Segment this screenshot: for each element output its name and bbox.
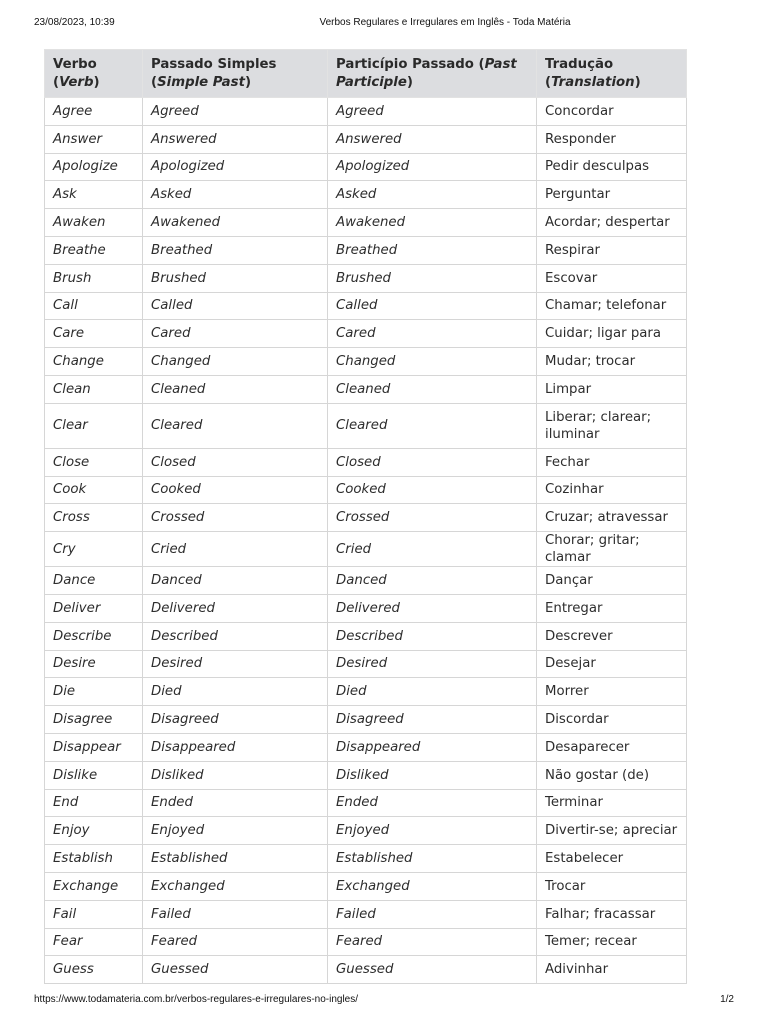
header-row (45, 50, 687, 98)
cell-simple-past: Enjoyed (143, 817, 328, 845)
cell-past-participle: Enjoyed (328, 817, 537, 845)
cell-simple-past: Exchanged (143, 872, 328, 900)
cell-translation: Cruzar; atravessar (537, 504, 687, 532)
cell-past-participle: Cleaned (328, 375, 537, 403)
header-translation: Tradução (Translation) (537, 50, 687, 98)
cell-past-participle: Ended (328, 789, 537, 817)
cell-verb: Fail (45, 900, 143, 928)
cell-verb: Desire (45, 650, 143, 678)
cell-simple-past: Answered (143, 125, 328, 153)
cell-past-participle: Delivered (328, 594, 537, 622)
table-row (45, 348, 687, 376)
print-page-title: Verbos Regulares e Irregulares em Inglês - Toda Matéria (319, 17, 571, 28)
cell-translation: Acordar; despertar (537, 209, 687, 237)
table-row (45, 98, 687, 126)
cell-past-participle: Cared (328, 320, 537, 348)
cell-past-participle: Awakened (328, 209, 537, 237)
cell-past-participle: Disappeared (328, 733, 537, 761)
cell-verb: Fear (45, 928, 143, 956)
cell-simple-past: Cleared (143, 403, 328, 448)
cell-simple-past: Described (143, 622, 328, 650)
cell-translation: Concordar (537, 98, 687, 126)
cell-verb: Guess (45, 956, 143, 984)
table-row (45, 650, 687, 678)
print-header (0, 0, 768, 40)
cell-simple-past: Delivered (143, 594, 328, 622)
table-row (45, 817, 687, 845)
cell-past-participle: Established (328, 845, 537, 873)
cell-past-participle: Closed (328, 448, 537, 476)
cell-translation: Adivinhar (537, 956, 687, 984)
page-url-link[interactable]: https://www.todamateria.com.br/verbos-regulares-e-irregulares-no-ingles/ (34, 994, 359, 1005)
cell-simple-past: Cried (143, 532, 328, 567)
verbs-table-body (45, 98, 687, 984)
cell-past-participle: Guessed (328, 956, 537, 984)
cell-past-participle: Called (328, 292, 537, 320)
table-row (45, 789, 687, 817)
cell-verb: Disappear (45, 733, 143, 761)
cell-past-participle: Described (328, 622, 537, 650)
table-row (45, 567, 687, 595)
cell-translation: Entregar (537, 594, 687, 622)
cell-past-participle: Failed (328, 900, 537, 928)
cell-simple-past: Died (143, 678, 328, 706)
print-footer (0, 992, 768, 1016)
table-row (45, 845, 687, 873)
cell-verb: Dislike (45, 761, 143, 789)
cell-verb: Brush (45, 264, 143, 292)
cell-translation: Dançar (537, 567, 687, 595)
cell-translation: Trocar (537, 872, 687, 900)
cell-verb: Exchange (45, 872, 143, 900)
table-row (45, 594, 687, 622)
table-row (45, 872, 687, 900)
table-row (45, 733, 687, 761)
cell-verb: Cross (45, 504, 143, 532)
cell-verb: Close (45, 448, 143, 476)
cell-past-participle: Answered (328, 125, 537, 153)
cell-simple-past: Brushed (143, 264, 328, 292)
cell-translation: Morrer (537, 678, 687, 706)
cell-verb: Enjoy (45, 817, 143, 845)
table-row (45, 956, 687, 984)
cell-verb: Clean (45, 375, 143, 403)
header-verb: Verbo (Verb) (45, 50, 143, 98)
table-row (45, 504, 687, 532)
cell-simple-past: Established (143, 845, 328, 873)
cell-verb: Cry (45, 532, 143, 567)
cell-simple-past: Cleaned (143, 375, 328, 403)
table-row (45, 761, 687, 789)
table-row (45, 236, 687, 264)
cell-past-participle: Died (328, 678, 537, 706)
table-row (45, 532, 687, 567)
cell-past-participle: Brushed (328, 264, 537, 292)
cell-verb: Awaken (45, 209, 143, 237)
cell-past-participle: Apologized (328, 153, 537, 181)
cell-verb: Die (45, 678, 143, 706)
cell-simple-past: Changed (143, 348, 328, 376)
cell-past-participle: Disliked (328, 761, 537, 789)
cell-simple-past: Called (143, 292, 328, 320)
cell-translation: Liberar; clarear; iluminar (537, 403, 687, 448)
cell-verb: Change (45, 348, 143, 376)
cell-translation: Divertir-se; apreciar (537, 817, 687, 845)
cell-verb: Care (45, 320, 143, 348)
cell-simple-past: Closed (143, 448, 328, 476)
cell-simple-past: Awakened (143, 209, 328, 237)
cell-translation: Cuidar; ligar para (537, 320, 687, 348)
cell-translation: Desaparecer (537, 733, 687, 761)
verbs-table-header (45, 50, 687, 98)
cell-translation: Cozinhar (537, 476, 687, 504)
cell-simple-past: Asked (143, 181, 328, 209)
cell-translation: Descrever (537, 622, 687, 650)
table-row (45, 181, 687, 209)
table-row (45, 320, 687, 348)
table-row (45, 403, 687, 448)
cell-translation: Estabelecer (537, 845, 687, 873)
cell-past-participle: Cried (328, 532, 537, 567)
cell-verb: Clear (45, 403, 143, 448)
cell-verb: Cook (45, 476, 143, 504)
verbs-table (44, 49, 687, 984)
cell-translation: Terminar (537, 789, 687, 817)
cell-simple-past: Ended (143, 789, 328, 817)
cell-past-participle: Changed (328, 348, 537, 376)
cell-simple-past: Disappeared (143, 733, 328, 761)
cell-simple-past: Breathed (143, 236, 328, 264)
cell-translation: Não gostar (de) (537, 761, 687, 789)
table-row (45, 292, 687, 320)
cell-simple-past: Disagreed (143, 706, 328, 734)
cell-simple-past: Danced (143, 567, 328, 595)
table-row (45, 476, 687, 504)
table-row (45, 678, 687, 706)
cell-past-participle: Crossed (328, 504, 537, 532)
cell-past-participle: Feared (328, 928, 537, 956)
cell-translation: Perguntar (537, 181, 687, 209)
table-row (45, 928, 687, 956)
cell-verb: Disagree (45, 706, 143, 734)
table-row (45, 706, 687, 734)
table-row (45, 900, 687, 928)
cell-translation: Respirar (537, 236, 687, 264)
cell-simple-past: Apologized (143, 153, 328, 181)
cell-past-participle: Asked (328, 181, 537, 209)
table-row (45, 448, 687, 476)
table-row (45, 622, 687, 650)
cell-verb: Establish (45, 845, 143, 873)
table-row (45, 125, 687, 153)
cell-past-participle: Exchanged (328, 872, 537, 900)
cell-verb: Describe (45, 622, 143, 650)
cell-past-participle: Cooked (328, 476, 537, 504)
table-row (45, 264, 687, 292)
cell-simple-past: Guessed (143, 956, 328, 984)
cell-past-participle: Cleared (328, 403, 537, 448)
cell-verb: Deliver (45, 594, 143, 622)
print-datetime: 23/08/2023, 10:39 (34, 17, 115, 28)
cell-simple-past: Cooked (143, 476, 328, 504)
cell-verb: Apologize (45, 153, 143, 181)
cell-verb: Answer (45, 125, 143, 153)
cell-simple-past: Failed (143, 900, 328, 928)
cell-simple-past: Feared (143, 928, 328, 956)
cell-verb: End (45, 789, 143, 817)
page-number: 1/2 (720, 994, 734, 1005)
cell-simple-past: Desired (143, 650, 328, 678)
cell-translation: Temer; recear (537, 928, 687, 956)
cell-translation: Mudar; trocar (537, 348, 687, 376)
header-simple-past: Passado Simples (Simple Past) (143, 50, 328, 98)
cell-verb: Ask (45, 181, 143, 209)
cell-past-participle: Disagreed (328, 706, 537, 734)
cell-translation: Falhar; fracassar (537, 900, 687, 928)
cell-past-participle: Danced (328, 567, 537, 595)
cell-simple-past: Cared (143, 320, 328, 348)
cell-verb: Call (45, 292, 143, 320)
table-row (45, 209, 687, 237)
cell-translation: Desejar (537, 650, 687, 678)
cell-translation: Escovar (537, 264, 687, 292)
cell-past-participle: Desired (328, 650, 537, 678)
cell-translation: Chamar; telefonar (537, 292, 687, 320)
cell-verb: Agree (45, 98, 143, 126)
cell-translation: Chorar; gritar; clamar (537, 532, 687, 567)
cell-simple-past: Agreed (143, 98, 328, 126)
cell-past-participle: Breathed (328, 236, 537, 264)
cell-simple-past: Crossed (143, 504, 328, 532)
table-row (45, 153, 687, 181)
cell-translation: Responder (537, 125, 687, 153)
table-row (45, 375, 687, 403)
cell-simple-past: Disliked (143, 761, 328, 789)
cell-translation: Limpar (537, 375, 687, 403)
header-past-participle: Particípio Passado (Past Participle) (328, 50, 537, 98)
cell-past-participle: Agreed (328, 98, 537, 126)
cell-translation: Discordar (537, 706, 687, 734)
cell-verb: Dance (45, 567, 143, 595)
cell-translation: Fechar (537, 448, 687, 476)
cell-translation: Pedir desculpas (537, 153, 687, 181)
cell-verb: Breathe (45, 236, 143, 264)
